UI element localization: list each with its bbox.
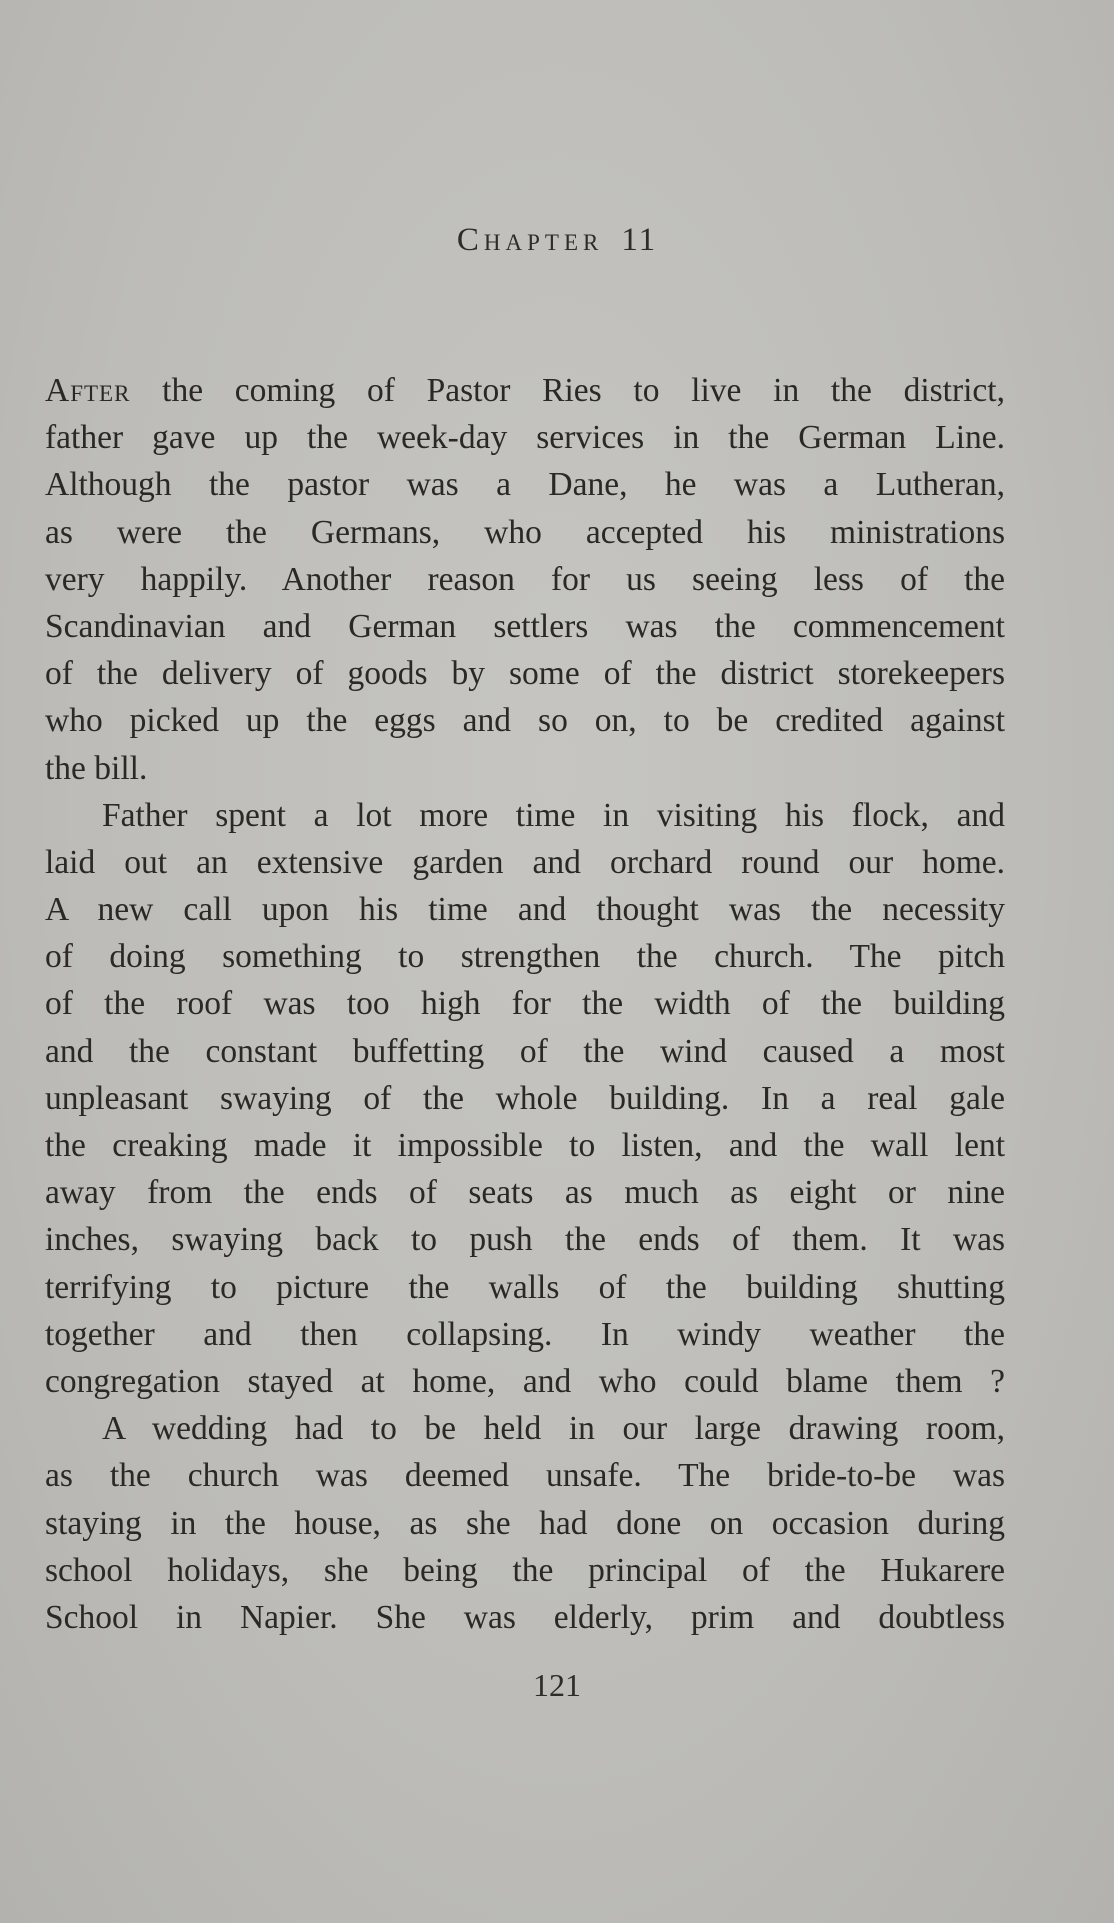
- opening-word: After: [45, 372, 131, 409]
- text-line: Although the pastor was a Dane, he was a Lutheran,: [45, 466, 1005, 504]
- page-number: 121: [533, 1667, 581, 1703]
- text-line: as the church was deemed unsafe. The bride-to-be was: [45, 1457, 1005, 1495]
- text-line: staying in the house, as she had done on occasion during: [45, 1504, 1005, 1542]
- text-line: A wedding had to be held in our large drawing room,: [102, 1410, 1005, 1448]
- text-line: very happily. Another reason for us seeing less of the: [45, 560, 1005, 598]
- text-line: who picked up the eggs and so on, to be credited against: [45, 702, 1005, 740]
- text-line: together and then collapsing. In windy weather the: [45, 1315, 1005, 1353]
- chapter-heading: [0, 222, 1114, 259]
- text-line: laid out an extensive garden and orchard round our home.: [45, 843, 1005, 881]
- text-line: school holidays, she being the principal of the Hukarere: [45, 1551, 1005, 1589]
- text-line: the creaking made it impossible to listen, and the wall lent: [45, 1127, 1005, 1164]
- text-line: School in Napier. She was elderly, prim and doubtless: [45, 1598, 1005, 1636]
- text-line: father gave up the week-day services in the German Line.: [45, 419, 1005, 457]
- text-line: unpleasant swaying of the whole building. In a real gale: [45, 1079, 1005, 1117]
- text-line: of the roof was too high for the width of the building: [45, 985, 1005, 1023]
- text-line: and the constant buffetting of the wind caused a most: [45, 1032, 1005, 1070]
- text-line: the bill.: [45, 749, 148, 787]
- text-line: Father spent a lot more time in visiting his flock, and: [102, 796, 1005, 834]
- text-line: inches, swaying back to push the ends of them. It was: [45, 1221, 1005, 1259]
- text-line: After the coming of Pastor Ries to live in the district,: [45, 372, 1005, 409]
- text-line: Scandinavian and German settlers was the commencement: [45, 607, 1005, 645]
- body-text: [45, 367, 1005, 1641]
- text-line: A new call upon his time and thought was the necessity: [45, 891, 1005, 929]
- text-line: terrifying to picture the walls of the building shutting: [45, 1268, 1005, 1306]
- text-line: congregation stayed at home, and who could blame them ?: [45, 1362, 1005, 1400]
- chapter-label: Chapter: [456, 222, 604, 258]
- text-line: as were the Germans, who accepted his ministrations: [45, 513, 1005, 551]
- text-line: away from the ends of seats as much as eight or nine: [45, 1174, 1005, 1212]
- text-line: of doing something to strengthen the church. The pitch: [45, 938, 1005, 976]
- chapter-number: 11: [621, 222, 658, 258]
- text-line: of the delivery of goods by some of the district storekeepers: [45, 655, 1005, 693]
